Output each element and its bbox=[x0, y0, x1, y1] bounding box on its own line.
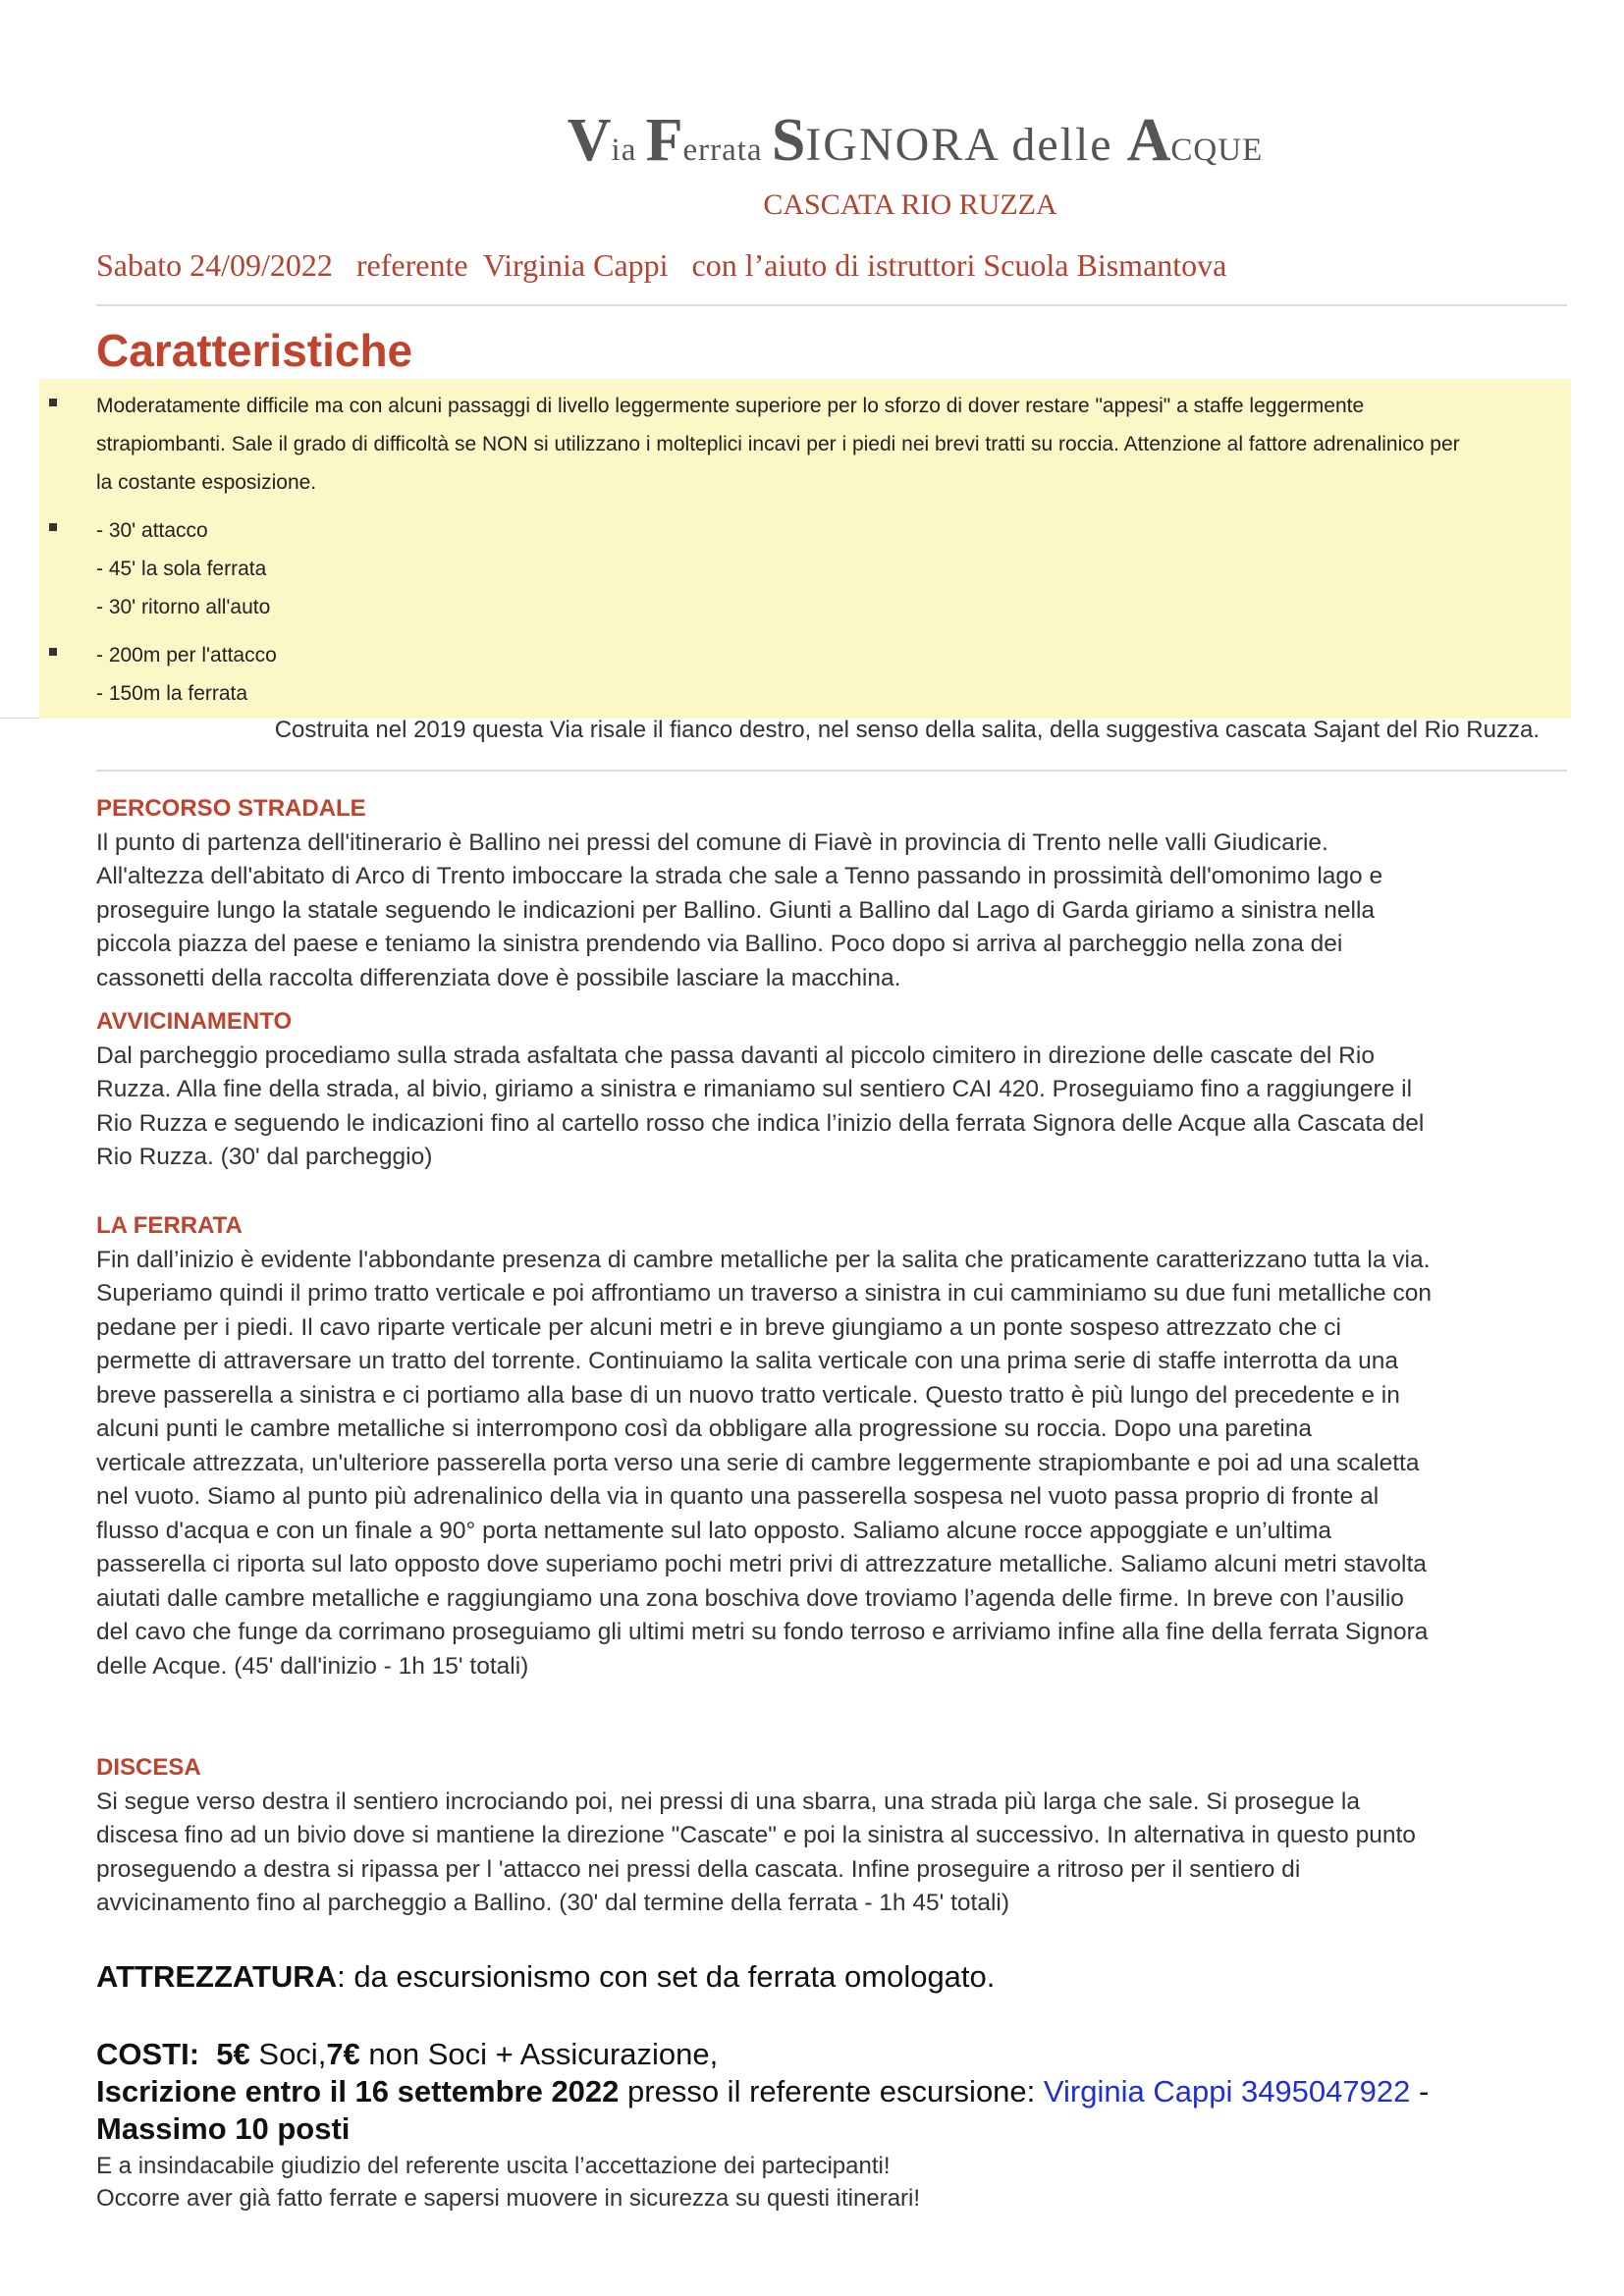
document-subtitle: CASCATA RIO RUZZA bbox=[763, 188, 1057, 221]
section-percorso: PERCORSO STRADALE Il punto di partenza dell'itinerario è Ballino nei pressi del comune di Fiavè in provincia di Trento nelle valli Giudicarie. All'altezza dell'abitato di Arco di Trento imboccare la strada che sale a Tenno passando in prossimità dell'omonimo lago e proseguire lungo la statale seguendo le indicazioni per Ballino. Giunti a Ballino dal Lago di Garda giriamo a sinistra nella piccola piazza del paese e teniamo la sinistra prendendo via Ballino. Poco dopo si arriva al parcheggio nella zona dei cassonetti della raccolta differenziata dove è possibile lasciare la macchina. bbox=[96, 792, 1565, 995]
intro-paragraph: Costruita nel 2019 questa Via risale il fianco destro, nel senso della salita, della suggestiva cascata Sajant del Rio Ruzza. bbox=[274, 717, 1540, 743]
section-avvicinamento: AVVICINAMENTO Dal parcheggio procediamo sulla strada asfaltata che passa davanti al piccolo cimitero in direzione delle cascate del Rio Ruzza. Alla fine della strada, al bivio, giriamo a sinistra e rimaniamo sul sentiero CAI 420. Proseguiamo fino a raggiungere il Rio Ruzza e seguendo le indicazioni fino al cartello rosso che indica l’inizio della ferrata Signora delle Acque alla Cascata del Rio Ruzza. (30' dal parcheggio) bbox=[96, 1005, 1565, 1175]
list-item-difficulty: Moderatamente difficile ma con alcuni passaggi di livello leggermente superiore per lo sforzo di dover restare "appesi" a staffe leggermente strapiombanti. Sale il grado di difficoltà se NON si utilizzano i molteplici incavi per i piedi nei brevi tratti su roccia. Attenzione al fattore adrenalinico per la costante esposizione. bbox=[39, 387, 1571, 502]
intro-divider bbox=[96, 770, 1567, 772]
list-item-times: - 30' attacco - 45' la sola ferrata - 30' ritorno all'auto bbox=[39, 511, 1571, 626]
section-discesa: DISCESA Si segue verso destra il sentiero incrociando poi, nei pressi di una sbarra, una strada più larga che sale. Si prosegue la discesa fino ad un bivio dove si mantiene la direzione "Cascate" e poi la sinistra al successivo. In alternativa in questo punto proseguendo a destra si ripassa per l 'attacco nei pressi della cascata. Infine proseguire a ritroso per il sentiero di avvicinamento fino al parcheggio a Ballino. (30' dal termine della ferrata - 1h 45' totali) bbox=[96, 1751, 1565, 1921]
section-title-percorso: PERCORSO STRADALE bbox=[96, 795, 366, 822]
equipment-line: ATTREZZATURA: da escursionismo con set da ferrata omologato. bbox=[96, 1959, 996, 1994]
equipment-label: ATTREZZATURA bbox=[96, 1959, 338, 1994]
note-line: E a insindacabile giudizio del referente uscita l’accettazione dei partecipanti! bbox=[96, 2153, 891, 2179]
section-title-discesa: DISCESA bbox=[96, 1754, 201, 1781]
costs-label: COSTI: bbox=[96, 2037, 200, 2071]
costs-block bbox=[96, 2036, 1589, 2148]
event-dateline: Sabato 24/09/2022 referente Virginia Cappi con l’aiuto di istruttori Scuola Bismantova bbox=[96, 247, 1227, 283]
characteristics-list bbox=[39, 387, 1571, 713]
costs-line: COSTI: 5€ Soci,7€ non Soci + Assicurazione, bbox=[96, 2037, 719, 2071]
contact-link[interactable]: Virginia Cappi 3495047922 bbox=[1043, 2074, 1411, 2109]
highlight-left-rule bbox=[0, 718, 39, 719]
registration-line: Iscrizione entro il 16 settembre 2022 presso il referente escursione: Virginia Cappi 3495047922 - bbox=[96, 2074, 1430, 2109]
section-title-ferrata: LA FERRATA bbox=[96, 1212, 243, 1239]
max-participants: Massimo 10 posti bbox=[96, 2111, 351, 2146]
section-ferrata: LA FERRATA Fin dall’inizio è evidente l'abbondante presenza di cambre metalliche per la salita che praticamente caratterizzano tutta la via. Superiamo quindi il primo tratto verticale e poi affrontiamo un traverso a sinistra in cui camminiamo su due funi metalliche con pedane per i piedi. Il cavo riparte verticale per alcuni metri e in breve giungiamo a un ponte sospeso attrezzato che ci permette di attraversare un tratto del torrente. Continuiamo la salita verticale con una prima serie di staffe interrotta da una breve passerella a sinistra e ci portiamo alla base di un nuovo tratto verticale. Questo tratto è più lungo del precedente e in alcuni punti le cambre metalliche si interrompono così da obbligare alla progressione su roccia. Dopo una paretina verticale attrezzata, un'ulteriore passerella porta verso una serie di cambre leggermente strapiombante e poi ad una scaletta nel vuoto. Siamo al punto più adrenalinico della via in quanto una passerella sospesa nel vuoto passa proprio di fronte al flusso d'acqua e con un finale a 90° porta nettamente sul lato opposto. Saliamo alcune rocce appoggiate e un’ultima passerella ci riporta sul lato opposto dove superiamo pochi metri privi di attrezzature metalliche. Saliamo alcuni metri stavolta aiutati dalle cambre metalliche e raggiungiamo una zona boschiva dove troviamo l’agenda delle firme. In breve con l’ausilio del cavo che funge da corrimano proseguiamo gli ultimi metri su fondo terroso e arriviamo infine alla fine della ferrata Signora delle Acque. (45' dall'inizio - 1h 15' totali) bbox=[96, 1209, 1565, 1683]
document-title: Via Ferrata SIGNORA delle ACQUE bbox=[567, 107, 1264, 174]
section-title-caratteristiche: Caratteristiche bbox=[96, 325, 413, 376]
note-line: Occorre aver già fatto ferrate e sapersi muovere in sicurezza su questi itinerari! bbox=[96, 2185, 921, 2212]
notes-block bbox=[96, 2150, 920, 2215]
section-title-avvicinamento: AVVICINAMENTO bbox=[96, 1008, 293, 1035]
list-item-heights: - 200m per l'attacco - 150m la ferrata bbox=[39, 636, 1571, 713]
header-divider bbox=[96, 304, 1567, 306]
